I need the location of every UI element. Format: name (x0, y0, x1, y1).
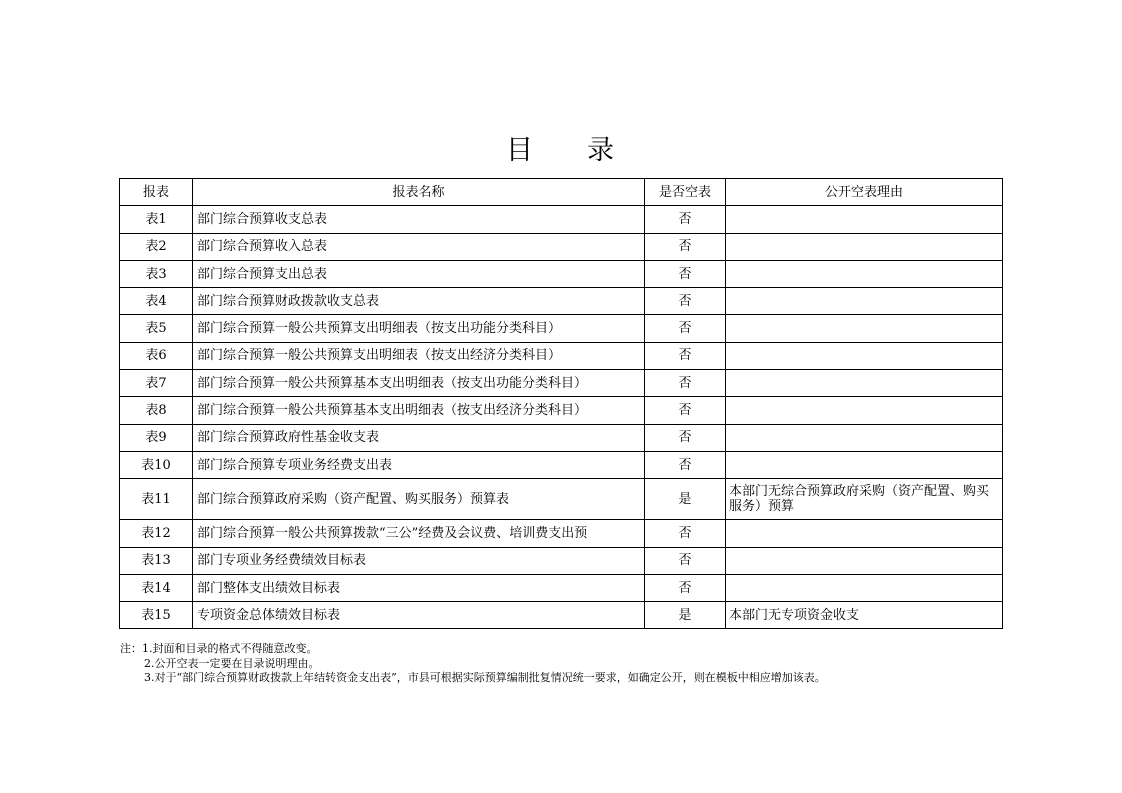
row-name: 部门综合预算政府采购（资产配置、购买服务）预算表 (193, 479, 645, 520)
row-name: 部门综合预算收支总表 (193, 206, 645, 233)
row-reason: 本部门无专项资金收支 (726, 602, 1003, 629)
row-empty-flag: 否 (645, 315, 726, 342)
row-reason (726, 424, 1003, 451)
row-reason (726, 520, 1003, 547)
row-code: 表8 (120, 397, 193, 424)
row-code: 表12 (120, 520, 193, 547)
row-empty-flag: 否 (645, 424, 726, 451)
table-header-row (120, 179, 1003, 206)
table-row (120, 479, 1003, 520)
row-name: 部门综合预算一般公共预算基本支出明细表（按支出功能分类科目） (193, 370, 645, 397)
row-code: 表1 (120, 206, 193, 233)
row-name: 部门综合预算支出总表 (193, 260, 645, 287)
row-name: 部门综合预算一般公共预算支出明细表（按支出经济分类科目） (193, 342, 645, 369)
row-empty-flag: 是 (645, 602, 726, 629)
row-empty-flag: 否 (645, 574, 726, 601)
table-row (120, 424, 1003, 451)
title-char-1: 目 (506, 135, 535, 166)
row-empty-flag: 是 (645, 479, 726, 520)
row-reason (726, 206, 1003, 233)
table-row (120, 260, 1003, 287)
row-code: 表15 (120, 602, 193, 629)
row-reason (726, 451, 1003, 478)
row-name: 部门综合预算一般公共预算拨款“三公”经费及会议费、培训费支出预 (193, 520, 645, 547)
row-name: 部门综合预算一般公共预算支出明细表（按支出功能分类科目） (193, 315, 645, 342)
table-row (120, 451, 1003, 478)
note-2: 2.公开空表一定要在目录说明理由。 (144, 656, 320, 670)
row-code: 表7 (120, 370, 193, 397)
row-reason (726, 370, 1003, 397)
table-row (120, 288, 1003, 315)
row-empty-flag: 否 (645, 547, 726, 574)
row-code: 表6 (120, 342, 193, 369)
table-row (120, 520, 1003, 547)
table-row (120, 342, 1003, 369)
row-reason (726, 288, 1003, 315)
row-empty-flag: 否 (645, 520, 726, 547)
table-body (120, 206, 1003, 629)
table-row (120, 233, 1003, 260)
row-reason (726, 574, 1003, 601)
footnotes (120, 642, 826, 686)
row-empty-flag: 否 (645, 342, 726, 369)
row-reason (726, 233, 1003, 260)
table-row (120, 547, 1003, 574)
row-code: 表10 (120, 451, 193, 478)
table-row (120, 602, 1003, 629)
row-code: 表4 (120, 288, 193, 315)
row-name: 部门专项业务经费绩效目标表 (193, 547, 645, 574)
row-empty-flag: 否 (645, 288, 726, 315)
row-code: 表14 (120, 574, 193, 601)
table-row (120, 206, 1003, 233)
row-reason (726, 342, 1003, 369)
header-reason: 公开空表理由 (726, 179, 1003, 206)
row-code: 表5 (120, 315, 193, 342)
row-reason: 本部门无综合预算政府采购（资产配置、购买服务）预算 (726, 479, 1003, 520)
toc-table (119, 178, 1003, 629)
table-row (120, 370, 1003, 397)
row-reason (726, 547, 1003, 574)
row-reason (726, 260, 1003, 287)
table-row (120, 315, 1003, 342)
row-empty-flag: 否 (645, 397, 726, 424)
row-name: 部门综合预算财政拨款收支总表 (193, 288, 645, 315)
row-empty-flag: 否 (645, 233, 726, 260)
row-name: 部门综合预算一般公共预算基本支出明细表（按支出经济分类科目） (193, 397, 645, 424)
row-code: 表9 (120, 424, 193, 451)
header-name: 报表名称 (193, 179, 645, 206)
row-name: 部门综合预算收入总表 (193, 233, 645, 260)
note-3: 3.对于“部门综合预算财政拨款上年结转资金支出表”，市县可根据实际预算编制批复情况统一要求，如确定公开，则在模板中相应增加该表。 (144, 671, 826, 684)
row-empty-flag: 否 (645, 260, 726, 287)
row-name: 部门综合预算政府性基金收支表 (193, 424, 645, 451)
note-1: 注：1.封面和目录的格式不得随意改变。 (120, 642, 318, 655)
row-code: 表2 (120, 233, 193, 260)
row-code: 表11 (120, 479, 193, 520)
row-code: 表3 (120, 260, 193, 287)
row-empty-flag: 否 (645, 451, 726, 478)
row-name: 专项资金总体绩效目标表 (193, 602, 645, 629)
row-empty-flag: 否 (645, 370, 726, 397)
table-row (120, 574, 1003, 601)
header-empty: 是否空表 (645, 179, 726, 206)
row-reason (726, 315, 1003, 342)
title-char-2: 录 (587, 135, 616, 166)
row-name: 部门综合预算专项业务经费支出表 (193, 451, 645, 478)
header-code: 报表 (120, 179, 193, 206)
row-name: 部门整体支出绩效目标表 (193, 574, 645, 601)
table-row (120, 397, 1003, 424)
page-title (0, 128, 1122, 167)
row-empty-flag: 否 (645, 206, 726, 233)
row-reason (726, 397, 1003, 424)
row-code: 表13 (120, 547, 193, 574)
